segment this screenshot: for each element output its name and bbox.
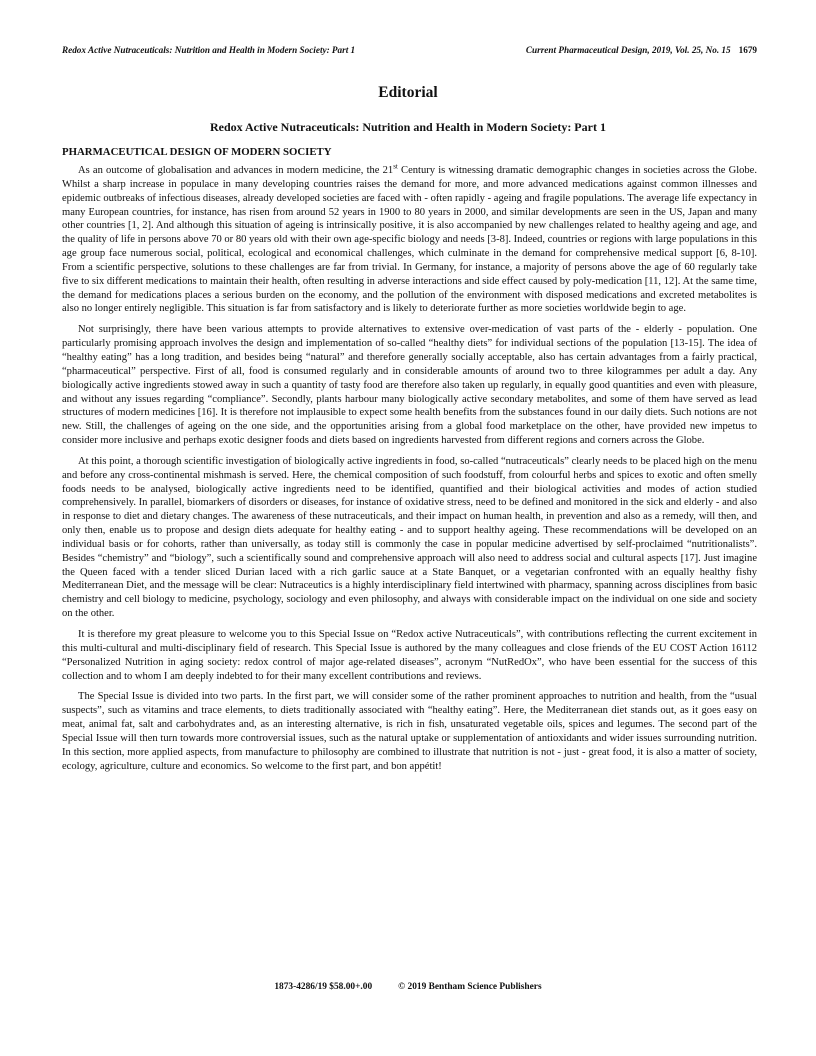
running-title: Redox Active Nutraceuticals: Nutrition and Health in Modern Society: Part 1 xyxy=(62,45,356,55)
copyright: © 2019 Bentham Science Publishers xyxy=(398,982,542,992)
article-type: Editorial xyxy=(378,84,438,101)
paragraph-2: Not surprisingly, there have been various attempts to provide alternatives to extensive over-medication of vast parts of the - elderly - population. One particularly promising approach involves the design and implementation of so-called “healthy diets” for individual sections of the population [13-15]. The idea of “healthy eating” has a long tradition, and besides being “natural” and therefore generally socially acceptable, also has certain advantages from a fairly practical, “pharmaceutical” perspective. First of all, food is consumed regularly and in considerable amounts of around two to three kilogrammes per adult a day. Any biologically active ingredients stowed away in such a quantity of tasty food are therefore also taken up regularly, in equally good quantities and even with pleasure, and without any issues regarding “compliance”. Secondly, plants harbour many biologically active secondary metabolites, and some of them have served as lead structures of modern medicines [16]. It is therefore not implausible to expect some health benefits from the substances found in our daily diets. Such notions are not new. Still, the challenges of ageing on the one side, and the opportunities arising from a global food marketplace on the other, have provided new impetus to consider more inclusive and perhaps exotic designer foods and diets based on ingredients harvested from different regions and corners across the Globe. xyxy=(62,324,757,447)
paragraph-text: Century is witnessing dramatic demographic changes in societies across the Globe. Whilst a sharp increase in populace in many developing countries raises the demand for more, and more advanced medications against common illnesses and epidemic outbreaks of infectious diseases, already developed societies are faced with - often rapidly - ageing and fragile populations. The average life expectancy in many European countries, for instance, has risen from around 52 years in 1900 to 80 years in 2000, and similar developments are seen in the US, Japan and many other countries [1, 2]. And although this situation of ageing is intrinsically positive, it is also accompanied by new challenges related to healthy ageing and age, and the quality of life in persons above 70 or 80 years old with their own age-specific biology and needs [3-8]. Indeed, countries or regions with large populations in this age group face numerous social, political, ecological and economical challenges, which culminate in the demand for comprehensive medical support [6, 8-10]. From a scientific perspective, solutions to these challenges are far from trivial. In Germany, for instance, a majority of persons above the age of 60 regularly take five to six different medications to maintain their health, often resulting in adverse interactions and side effect caused by poly-medication [11, 12]. At the same time, the demand for medications places a serious burden on the economy, and the pollution of the environment with disposed medications and excreted metabolites is also no longer entirely negligible. This situation is far from satisfactory and is likely to deteriorate further as more societies worldwide begin to age. xyxy=(62,165,758,315)
issn-price: 1873-4286/19 $58.00+.00 xyxy=(274,982,373,992)
journal-citation xyxy=(526,45,757,55)
section-heading: PHARMACEUTICAL DESIGN OF MODERN SOCIETY xyxy=(62,146,332,158)
paragraph-1 xyxy=(62,164,757,316)
running-header xyxy=(62,45,757,55)
journal-info: Current Pharmaceutical Design, 2019, Vol. 25, No. 15 xyxy=(525,45,731,55)
paragraph-4: It is therefore my great pleasure to welcome you to this Special Issue on “Redox active Nutraceuticals”, with contributions reflecting the current excitement in this multi-cultural and multi-disciplinary field of research. This Special Issue is authored by the many colleagues and close friends of the EU COST Action 16112 “Personalized Nutrition in aging society: redox control of major age-related diseases”, acronym “NutRedOx”, who have been essential for the success of this collection and to whom I am deeply indebted to for their many excellent contributions and reviews. xyxy=(62,629,757,682)
superscript: st xyxy=(393,162,398,171)
paragraph-5: The Special Issue is divided into two parts. In the first part, we will consider some of the rather prominent approaches to nutrition and health, from the “usual suspects”, such as vitamins and trace elements, to diets traditionally associated with “healthy eating”. Here, the Mediterranean diet stands out, as it goes easy on meat, animal fat, salt and carbohydrates and, as an interesting alternative, is rich in fish, unsaturated vegetable oils, spices and legumes. The second part of the Special Issue will then turn towards more controversial issues, such as the natural uptake or supplementation of antioxidants and wider issues surrounding nutrition. In this section, more applied aspects, from manufacture to philosophy are combined to illustrate that nutrition is not - just - great food, it is also a matter of society, ecology, agriculture, culture and economics. So welcome to the first part, and bon appétit! xyxy=(62,691,757,772)
page-number: 1679 xyxy=(738,45,757,55)
article-title: Redox Active Nutraceuticals: Nutrition and Health in Modern Society: Part 1 xyxy=(210,120,606,134)
paragraph-3: At this point, a thorough scientific investigation of biologically active ingredients in food, so-called “nutraceuticals” clearly needs to be placed high on the menu and before any cross-continental mishmash is served. Here, the chemical composition of such foodstuff, from colourful herbs and spices to exotic and often smelly foods needs to be analysed, biologically active ingredients need to be identified, quantified and their biological activities and modes of action studied comprehensively. In parallel, biomarkers of disorders or diseases, for instance of oxidative stress, need to be defined and monitored in the sick and elderly - and also in response to diet and dietary changes. The awareness of these nutraceuticals, and their impact on human health, in prevention and also as a remedy, will then, and only then, enable us to propose and design diets adequate for healthy eating - and to support healthy ageing. These recommendations will be developed on an individual basis or for cohorts, rather than universally, as today still is commonly the case in popular medicine advertised by self-proclaimed “nutritionalists”. Besides “chemistry” and “biology”, such a scientifically sound and comprehensive approach will also need to address social and cultural aspects [17]. Just imagine the Queen faced with a tender sliced Durian laced with a rich garlic sauce at a State Banquet, or a vegetarian confronted with an equally healthy fishy Mediterranean Diet, and the message will be clear: Nutraceutics is a highly interdisciplinary field intertwined with pharmacy, spanning across disciplines from basic chemistry and cell biology to medicine, psychology, sociology and even philosophy, and always with considerable impact on the individual on one side and society on the other. xyxy=(62,455,757,620)
article-body xyxy=(62,164,757,780)
paragraph-text: As an outcome of globalisation and advances in modern medicine, the 21 xyxy=(78,165,394,176)
page-footer xyxy=(0,982,816,992)
